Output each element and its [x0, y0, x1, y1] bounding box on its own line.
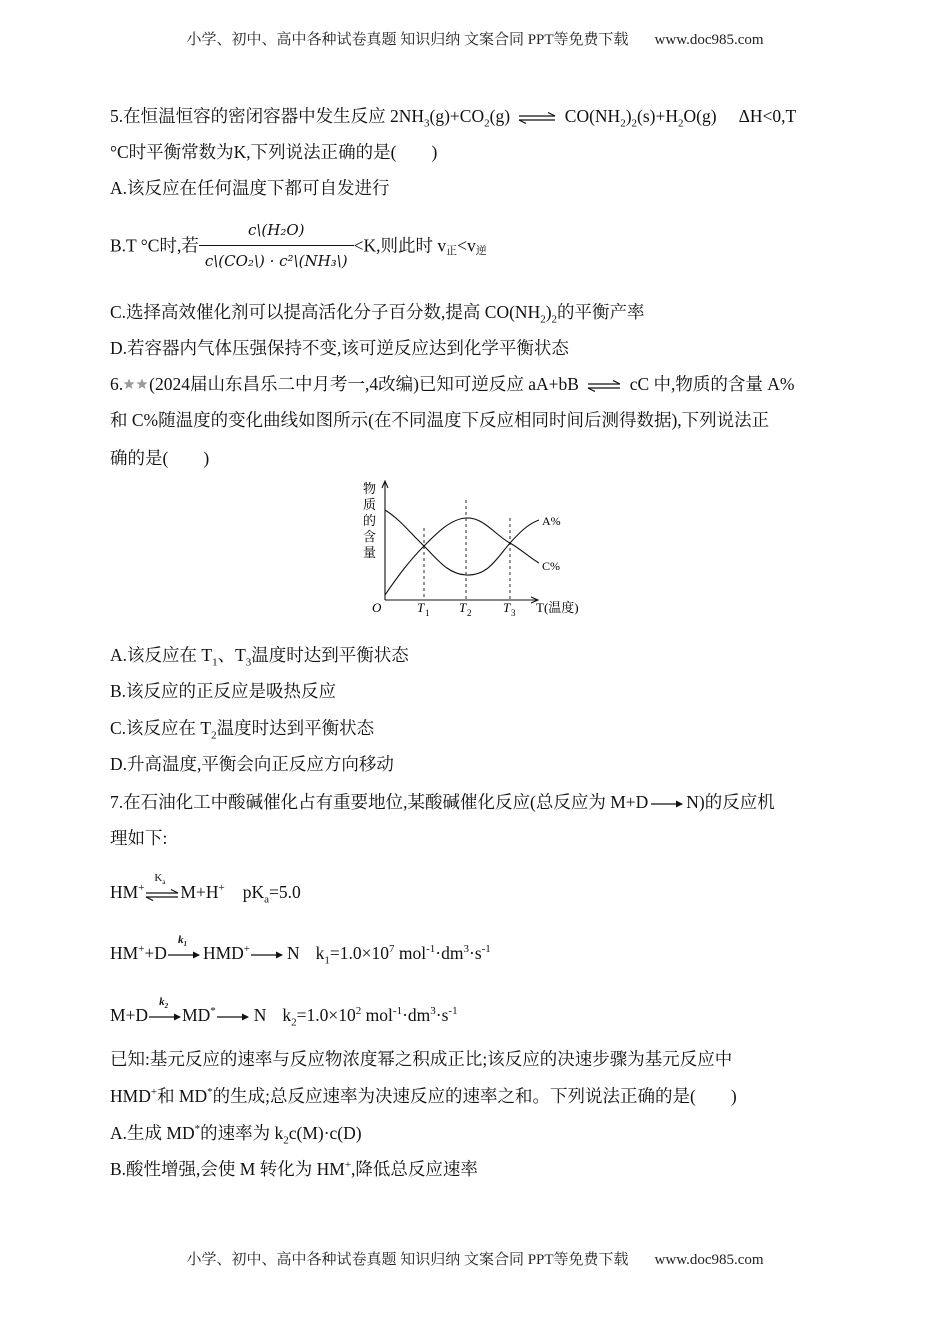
curve-a-percent	[385, 510, 539, 575]
equilibrium-arrow-icon	[517, 112, 557, 124]
q6-line3: 确的是( )	[110, 448, 210, 468]
t3-sub: 3	[511, 608, 516, 618]
y-axis-char-0: 物	[363, 481, 377, 496]
y-axis-char-2: 的	[363, 513, 377, 528]
equilibrium-arrow-icon	[586, 380, 622, 392]
x-axis-label: T(温度)	[536, 600, 579, 615]
right-arrow-icon	[250, 950, 284, 960]
footer-text: 小学、初中、高中各种试卷真题 知识归纳 文案合同 PPT等免费下载	[186, 1252, 629, 1268]
right-arrow-icon	[148, 1012, 182, 1022]
y-axis-char-4: 量	[363, 545, 377, 560]
q5-option-c: C.选择高效催化剂可以提高活化分子百分数,提高 $CO(NH_2)_2$的平衡产率	[110, 302, 645, 326]
footer-site: www.doc985.com	[654, 1252, 764, 1268]
t3-label: T	[503, 600, 511, 615]
q5-option-a: A.该反应在任何温度下都可自发进行	[110, 178, 390, 198]
t1-sub: 1	[425, 608, 430, 618]
q7-option-b: B.酸性增强,会使 M 转化为 HM+,降低总反应速率	[110, 1159, 478, 1179]
q5-fraction: $\frac{\text{c\textbackslash{}(H₂O)}}{\text{c\textbackslash{}(CO₂\textbackslash{}) · c²\textbackslash{}(NH₃\textbackslash{})}}$	[199, 218, 354, 273]
q6-line2: 和 C%随温度的变化曲线如图所示(在不同温度下反应相同时间后测得数据),下列说法正	[110, 410, 770, 430]
curve-a-label: A%	[542, 514, 561, 528]
header-text: 小学、初中、高中各种试卷真题 知识归纳 文案合同 PPT等免费下载	[186, 32, 629, 48]
curve-c-label: C%	[542, 559, 560, 573]
q5-line1: 5.在恒温恒容的密闭容器中发生反应 $2NH_3(g)+CO_2(g)$ $CO(NH_2)_2(s)+H_2O(g)$ ΔH<0,T	[110, 106, 797, 130]
q5-option-d: D.若容器内气体压强保持不变,该可逆反应达到化学平衡状态	[110, 338, 569, 358]
q7-line2: 理如下:	[110, 828, 168, 848]
right-arrow-icon	[216, 1012, 250, 1022]
right-arrow-icon	[167, 950, 201, 960]
q7-reaction-2: HM++D $k_1$ HMD+ N $k_1=1.0\times 10^7$ $mol^{-1}\cdot dm^3\cdot s^{-1}$	[110, 933, 491, 967]
q6-option-b: B.该反应的正反应是吸热反应	[110, 681, 337, 701]
t1-label: T	[417, 600, 425, 615]
q7-reaction-1: HM+ $K_a$ M+H+ $pK_a=5.0$	[110, 871, 301, 906]
q7-line1: 7.在石油化工中酸碱催化占有重要地位,某酸碱催化反应(总反应为 M+D N)的反应机	[110, 792, 775, 812]
origin-label: O	[372, 600, 382, 615]
q6-option-c: C.该反应在 $T_2$温度时达到平衡状态	[110, 718, 375, 742]
q7-paragraph-1: 已知:基元反应的速率与反应物浓度幂之积成正比;该反应的决速步骤为基元反应中	[110, 1049, 733, 1069]
q6-option-a: A.该反应在 $T_1$、$T_3$温度时达到平衡状态	[110, 645, 409, 669]
equilibrium-arrow-icon	[144, 889, 180, 901]
q6-option-d: D.升高温度,平衡会向正反应方向移动	[110, 754, 394, 774]
header-site: www.doc985.com	[654, 32, 764, 48]
t2-label: T	[459, 600, 467, 615]
temperature-content-graph	[356, 478, 596, 623]
y-axis-char-1: 质	[363, 497, 377, 512]
t2-sub: 2	[467, 608, 472, 618]
q7-paragraph-2: HMD+和 MD*的生成;总反应速率为决速反应的速率之和。下列说法正确的是( )	[110, 1086, 737, 1106]
difficulty-stars-icon	[123, 378, 149, 390]
y-axis-char-3: 含	[363, 529, 377, 544]
q5-option-b: B.T °C时,若 $\frac{\text{c\textbackslash{}(H₂O)}}{\text{c\textbackslash{}(CO₂\textbackslash{}) · c²\textbackslash{}(NH₃\textbackslash{})}}$ <K,则此时 $v_正<v_逆$	[110, 218, 845, 278]
q7-option-a: A.生成 MD*的速率为 $k_2c(M)\cdot c(D)$	[110, 1123, 362, 1147]
q6-line1: 6. (2024届山东昌乐二中月考一,4改编)已知可逆反应 aA+bB cC 中,物质的含量 A%	[110, 374, 795, 394]
q5-line2: °C时平衡常数为K,下列说法正确的是( )	[110, 142, 438, 162]
page-header	[0, 28, 950, 49]
right-arrow-icon	[650, 799, 684, 809]
page-footer	[0, 1248, 950, 1269]
q7-reaction-3: M+D $k_2$ MD* N $k_2=1.0\times 10^2$ $mol^{-1}\cdot dm^3\cdot s^{-1}$	[110, 995, 458, 1029]
